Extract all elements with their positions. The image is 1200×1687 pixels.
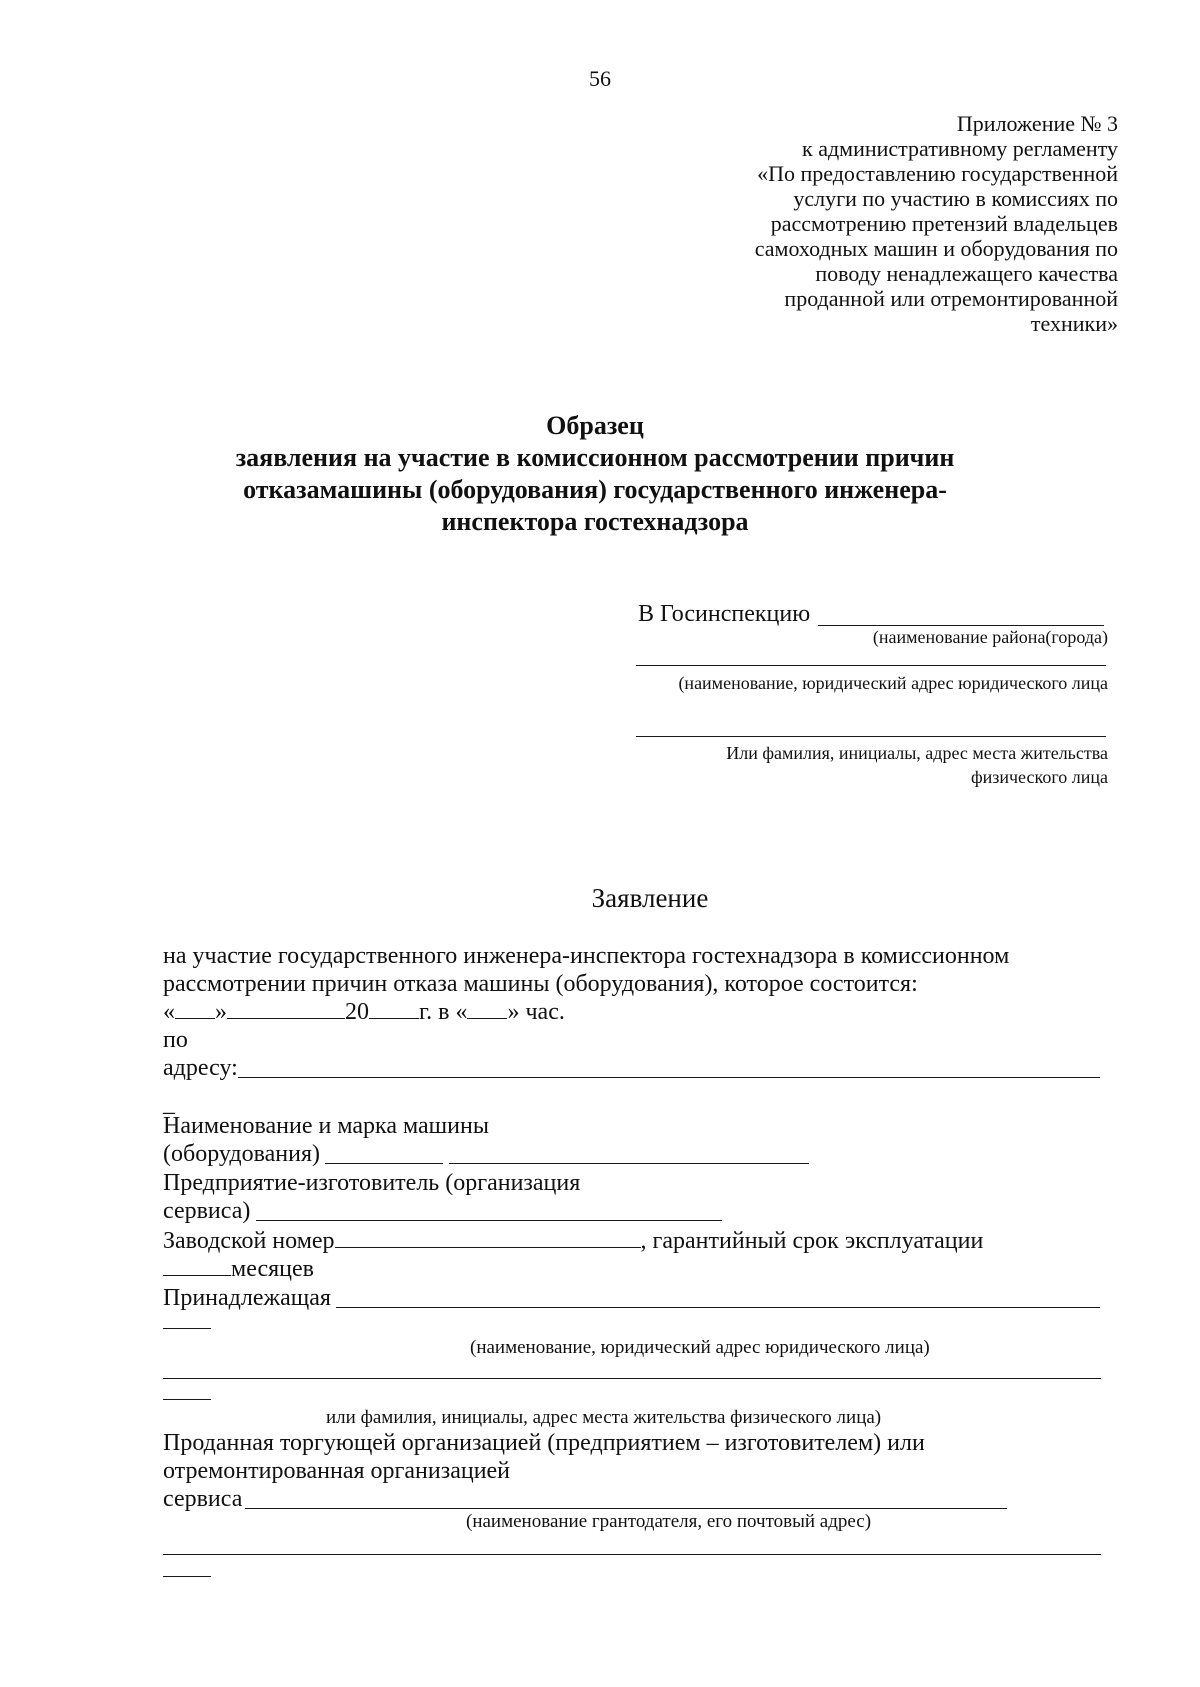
appendix-line: услуги по участию в комиссиях по — [793, 186, 1118, 211]
appendix-line: проданной или отремонтированной — [784, 286, 1118, 311]
heading-sample: Образец — [546, 411, 644, 440]
person-hint-1: Или фамилия, инициалы, адрес места жительства — [726, 743, 1108, 763]
sold-label-1: Проданная торгующей организацией (предприятием – изготовителем) или — [163, 1430, 925, 1456]
person-hint-2: физического лица — [970, 767, 1108, 787]
address-line — [238, 1077, 1100, 1078]
sold-label-2: отремонтированная организацией — [163, 1458, 511, 1484]
appendix-line: «По предоставлению государственной — [757, 161, 1118, 186]
date-open-quote: « — [163, 999, 175, 1025]
months-row — [163, 1257, 314, 1281]
document-heading — [0, 410, 1200, 538]
hour-blank — [467, 1000, 507, 1019]
address-line-dash: _ — [163, 1091, 175, 1117]
machine-line-b — [449, 1163, 809, 1164]
page-number: 56 — [589, 66, 611, 91]
machine-line-a — [325, 1163, 443, 1164]
address-label-1: по — [163, 1027, 188, 1053]
date-close-quote: » — [215, 999, 227, 1025]
inspection-line — [818, 625, 1104, 626]
machine-label-2: (оборудования) — [163, 1141, 320, 1167]
appendix-line: рассмотрению претензий владельцев — [770, 211, 1118, 236]
appendix-line: самоходных машин и оборудования по — [754, 236, 1118, 261]
heading-line: заявления на участие в комиссионном рассмотрении причин — [235, 443, 955, 472]
maker-label-1: Предприятие-изготовитель (организация — [163, 1170, 581, 1196]
appendix-line: техники» — [1030, 311, 1118, 336]
maker-line — [256, 1220, 722, 1221]
owner-person-hint: или фамилия, инициалы, адрес места жительства физического лица) — [326, 1407, 882, 1428]
maker-label-2: сервиса) — [163, 1198, 251, 1224]
owner-legal-line-tail — [163, 1399, 211, 1400]
statement-title: Заявление — [591, 883, 709, 913]
appendix-line: к административному регламенту — [802, 136, 1118, 161]
legal-entity-line — [636, 665, 1106, 666]
service-line — [245, 1508, 1007, 1509]
owner-line-tail — [163, 1328, 211, 1329]
appendix-block — [755, 111, 1118, 336]
legal-entity-hint: (наименование, юридический адрес юридического лица — [678, 673, 1108, 693]
serial-row — [163, 1229, 983, 1253]
grantor-line-tail — [163, 1576, 211, 1577]
region-hint: (наименование района(города) — [872, 627, 1108, 647]
date-time-line — [163, 1000, 565, 1024]
heading-line: инспектора гостехнадзора — [441, 507, 749, 536]
machine-label-1: Наименование и марка машины — [163, 1113, 489, 1139]
month-blank — [227, 1000, 345, 1019]
appendix-line: Приложение № 3 — [956, 111, 1118, 136]
owner-line — [336, 1307, 1100, 1308]
months-blank — [163, 1257, 231, 1276]
owner-legal-line — [163, 1378, 1101, 1379]
grantor-hint: (наименование грантодателя, его почтовый адрес) — [466, 1511, 872, 1532]
to-inspection-label: В Госинспекцию — [638, 601, 811, 627]
serial-label: Заводской номер — [163, 1228, 335, 1254]
heading-line: отказамашины (оборудования) государственного инженера- — [243, 475, 947, 504]
day-blank — [175, 1000, 215, 1019]
appendix-line: поводу ненадлежащего качества — [815, 261, 1118, 286]
months-label: месяцев — [231, 1256, 314, 1282]
year-blank — [369, 1000, 419, 1019]
person-line — [636, 736, 1106, 737]
serial-blank — [335, 1229, 641, 1248]
warranty-text: , гарантийный срок эксплуатации — [640, 1228, 984, 1254]
owner-label: Принадлежащая — [163, 1285, 331, 1311]
year-prefix: 20 — [345, 999, 369, 1025]
grantor-line — [163, 1554, 1101, 1555]
owner-legal-hint: (наименование, юридический адрес юридического лица) — [470, 1337, 930, 1358]
statement-line-1: на участие государственного инженера-инспектора гостехнадзора в комиссионном — [163, 943, 1010, 969]
time-close: » час. — [507, 999, 565, 1025]
address-label-2: адресу: — [163, 1055, 238, 1081]
sold-label-3: сервиса — [163, 1486, 243, 1512]
time-text: г. в « — [419, 999, 468, 1025]
statement-line-2: рассмотрении причин отказа машины (оборудования), которое состоится: — [163, 971, 918, 997]
